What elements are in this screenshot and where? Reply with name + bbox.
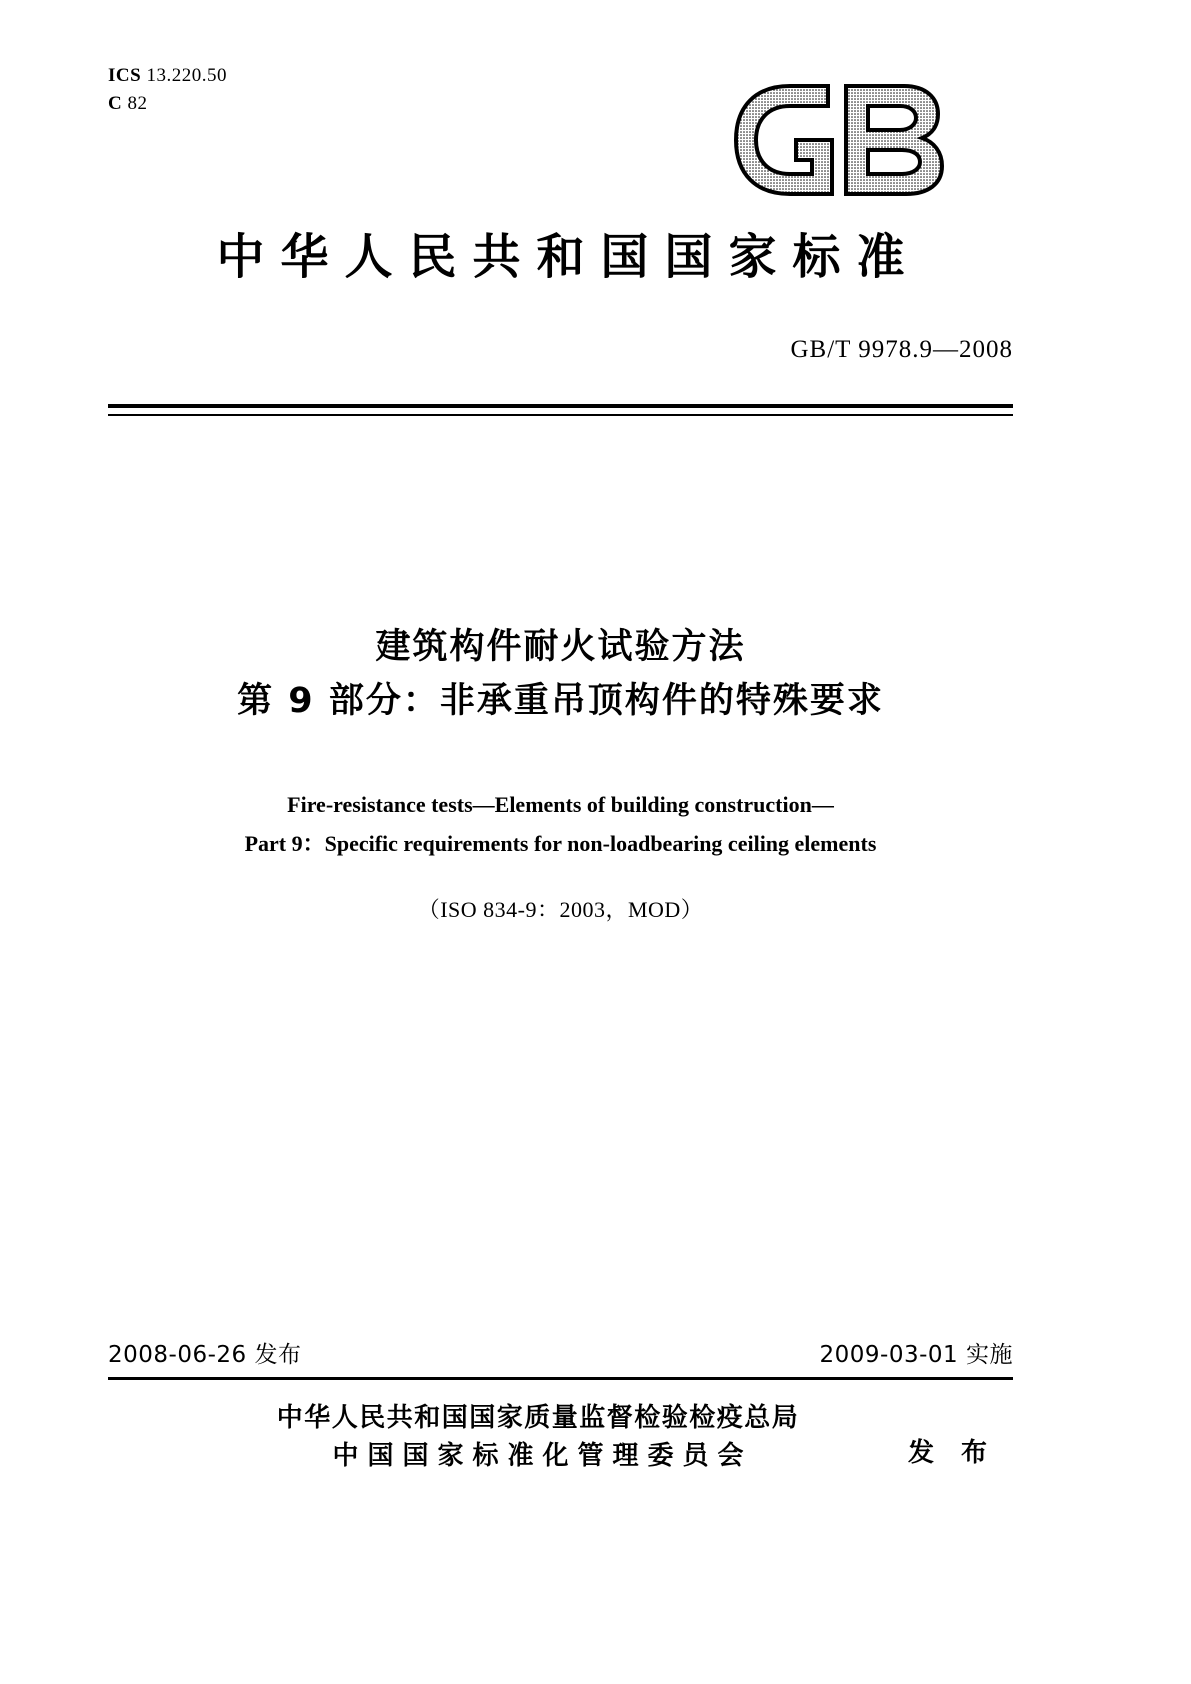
ics-value: 13.220.50 bbox=[146, 65, 227, 86]
ics-line bbox=[108, 62, 227, 90]
english-title-line-2: Part 9：Specific requirements for non-loadbearing ceiling elements bbox=[244, 830, 877, 856]
title-line-2: 第 9 部分：非承重吊顶构件的特殊要求 bbox=[237, 681, 884, 722]
title-line-1: 建筑构件耐火试验方法 bbox=[375, 627, 746, 667]
classification-value: 82 bbox=[127, 92, 148, 114]
publish-label: 发 布 bbox=[908, 1438, 997, 1468]
divider-thin bbox=[108, 414, 1013, 416]
issuer-name-1: 中华人民共和国国家质量监督检验检疫总局 bbox=[276, 1403, 800, 1433]
classification-line bbox=[108, 90, 227, 118]
issuing-authority bbox=[108, 1400, 1013, 1510]
national-standard-name: 中华人民共和国国家标准 bbox=[216, 229, 921, 285]
effective-date: 2009-03-01 实施 bbox=[819, 1342, 1013, 1368]
issuer-names bbox=[228, 1400, 848, 1475]
standard-number: GB/T 9978.9—2008 bbox=[790, 336, 1013, 363]
document-title bbox=[108, 620, 1013, 729]
ics-classification-block bbox=[108, 62, 227, 117]
english-title-line-1: Fire-resistance tests—Elements of building construction— bbox=[287, 792, 834, 817]
document-title-english bbox=[108, 786, 1013, 863]
gb-emblem-icon bbox=[728, 80, 958, 200]
iso-reference: （ISO 834-9：2003，MOD） bbox=[417, 897, 704, 922]
ics-label: ICS bbox=[108, 65, 142, 86]
divider-thick bbox=[108, 404, 1013, 408]
classification-label: C bbox=[108, 92, 123, 114]
issuer-name-2: 中国国家标准化管理委员会 bbox=[332, 1440, 753, 1471]
date-row bbox=[108, 1336, 1013, 1370]
issue-date: 2008-06-26 发布 bbox=[108, 1342, 302, 1368]
footer-divider bbox=[108, 1377, 1013, 1380]
